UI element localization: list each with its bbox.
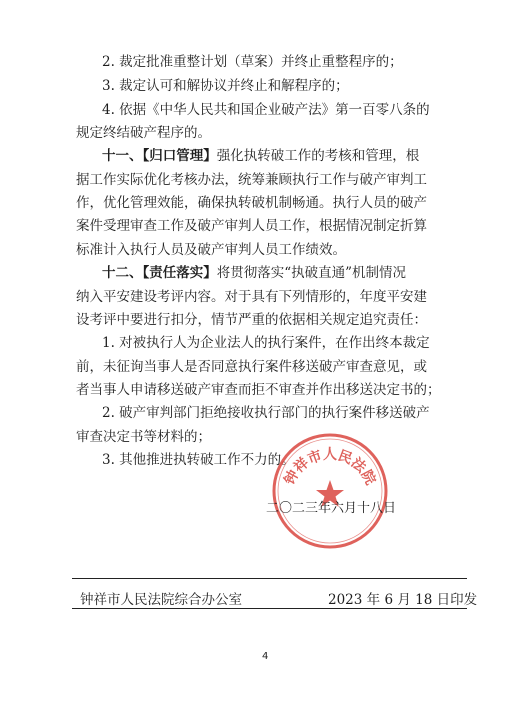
body-line: 前，未征询当事人是否同意执行案件移送破产审查意见，或 [76, 359, 427, 375]
body-line: 1. 对被执行人为企业法人的执行案件，在作出终本裁定 [102, 335, 430, 351]
court-seal-stamp [271, 432, 389, 550]
svg-text:钟祥市人民法院: 钟祥市人民法院 [281, 447, 379, 488]
body-line: 据工作实际优化考核办法，统筹兼顾执行工作与破产审判工 [76, 172, 427, 188]
section-heading-12: 十二、【责任落实】将贯彻落实“执破直通”机制情况 [102, 265, 407, 281]
body-line: 案件受理审查工作及破产审判人员工作，根据情况制定折算 [76, 218, 427, 234]
body-line: 3. 其他推进执转破工作不力的。 [102, 452, 295, 468]
footer-bottom-rule [72, 608, 467, 609]
section-title: 十二、【责任落实】 [102, 265, 217, 281]
body-line: 纳入平安建设考评内容。对于具有下列情形的，年度平安建 [76, 289, 427, 305]
footer-top-rule [72, 578, 467, 579]
body-line: 审查决定书等材料的； [76, 429, 211, 445]
page-number: 4 [262, 651, 269, 662]
section-heading-11: 十一、【归口管理】强化执转破工作的考核和管理，根 [102, 148, 420, 164]
body-line: 设考评中要进行扣分，情节严重的依据相关规定追究责任： [76, 312, 427, 328]
body-line: 规定终结破产程序的。 [76, 125, 211, 141]
body-line: 3. 裁定认可和解协议并终止和解程序的； [102, 78, 349, 94]
body-line: 4. 依据《中华人民共和国企业破产法》第一百零八条的 [102, 102, 430, 118]
body-line: 者当事人申请移送破产审查而拒不审查并作出移送决定书的； [76, 382, 441, 398]
issuing-office: 钟祥市人民法院综合办公室 [80, 592, 242, 608]
body-line: 2. 裁定批准重整计划（草案）并终止重整程序的； [102, 54, 403, 70]
section-title: 十一、【归口管理】 [102, 148, 217, 164]
body-line: 作，优化管理效能，确保执转破机制畅通。执行人员的破产 [76, 195, 427, 211]
body-line: 标准计入执行人员及破产审判人员工作绩效。 [76, 242, 346, 258]
signature-date: 二〇二三年六月十八日 [266, 501, 397, 516]
print-date: 2023 年 6 月 18 日印发 [328, 592, 478, 608]
body-line: 2. 破产审判部门拒绝接收执行部门的执行案件移送破产 [102, 405, 430, 421]
